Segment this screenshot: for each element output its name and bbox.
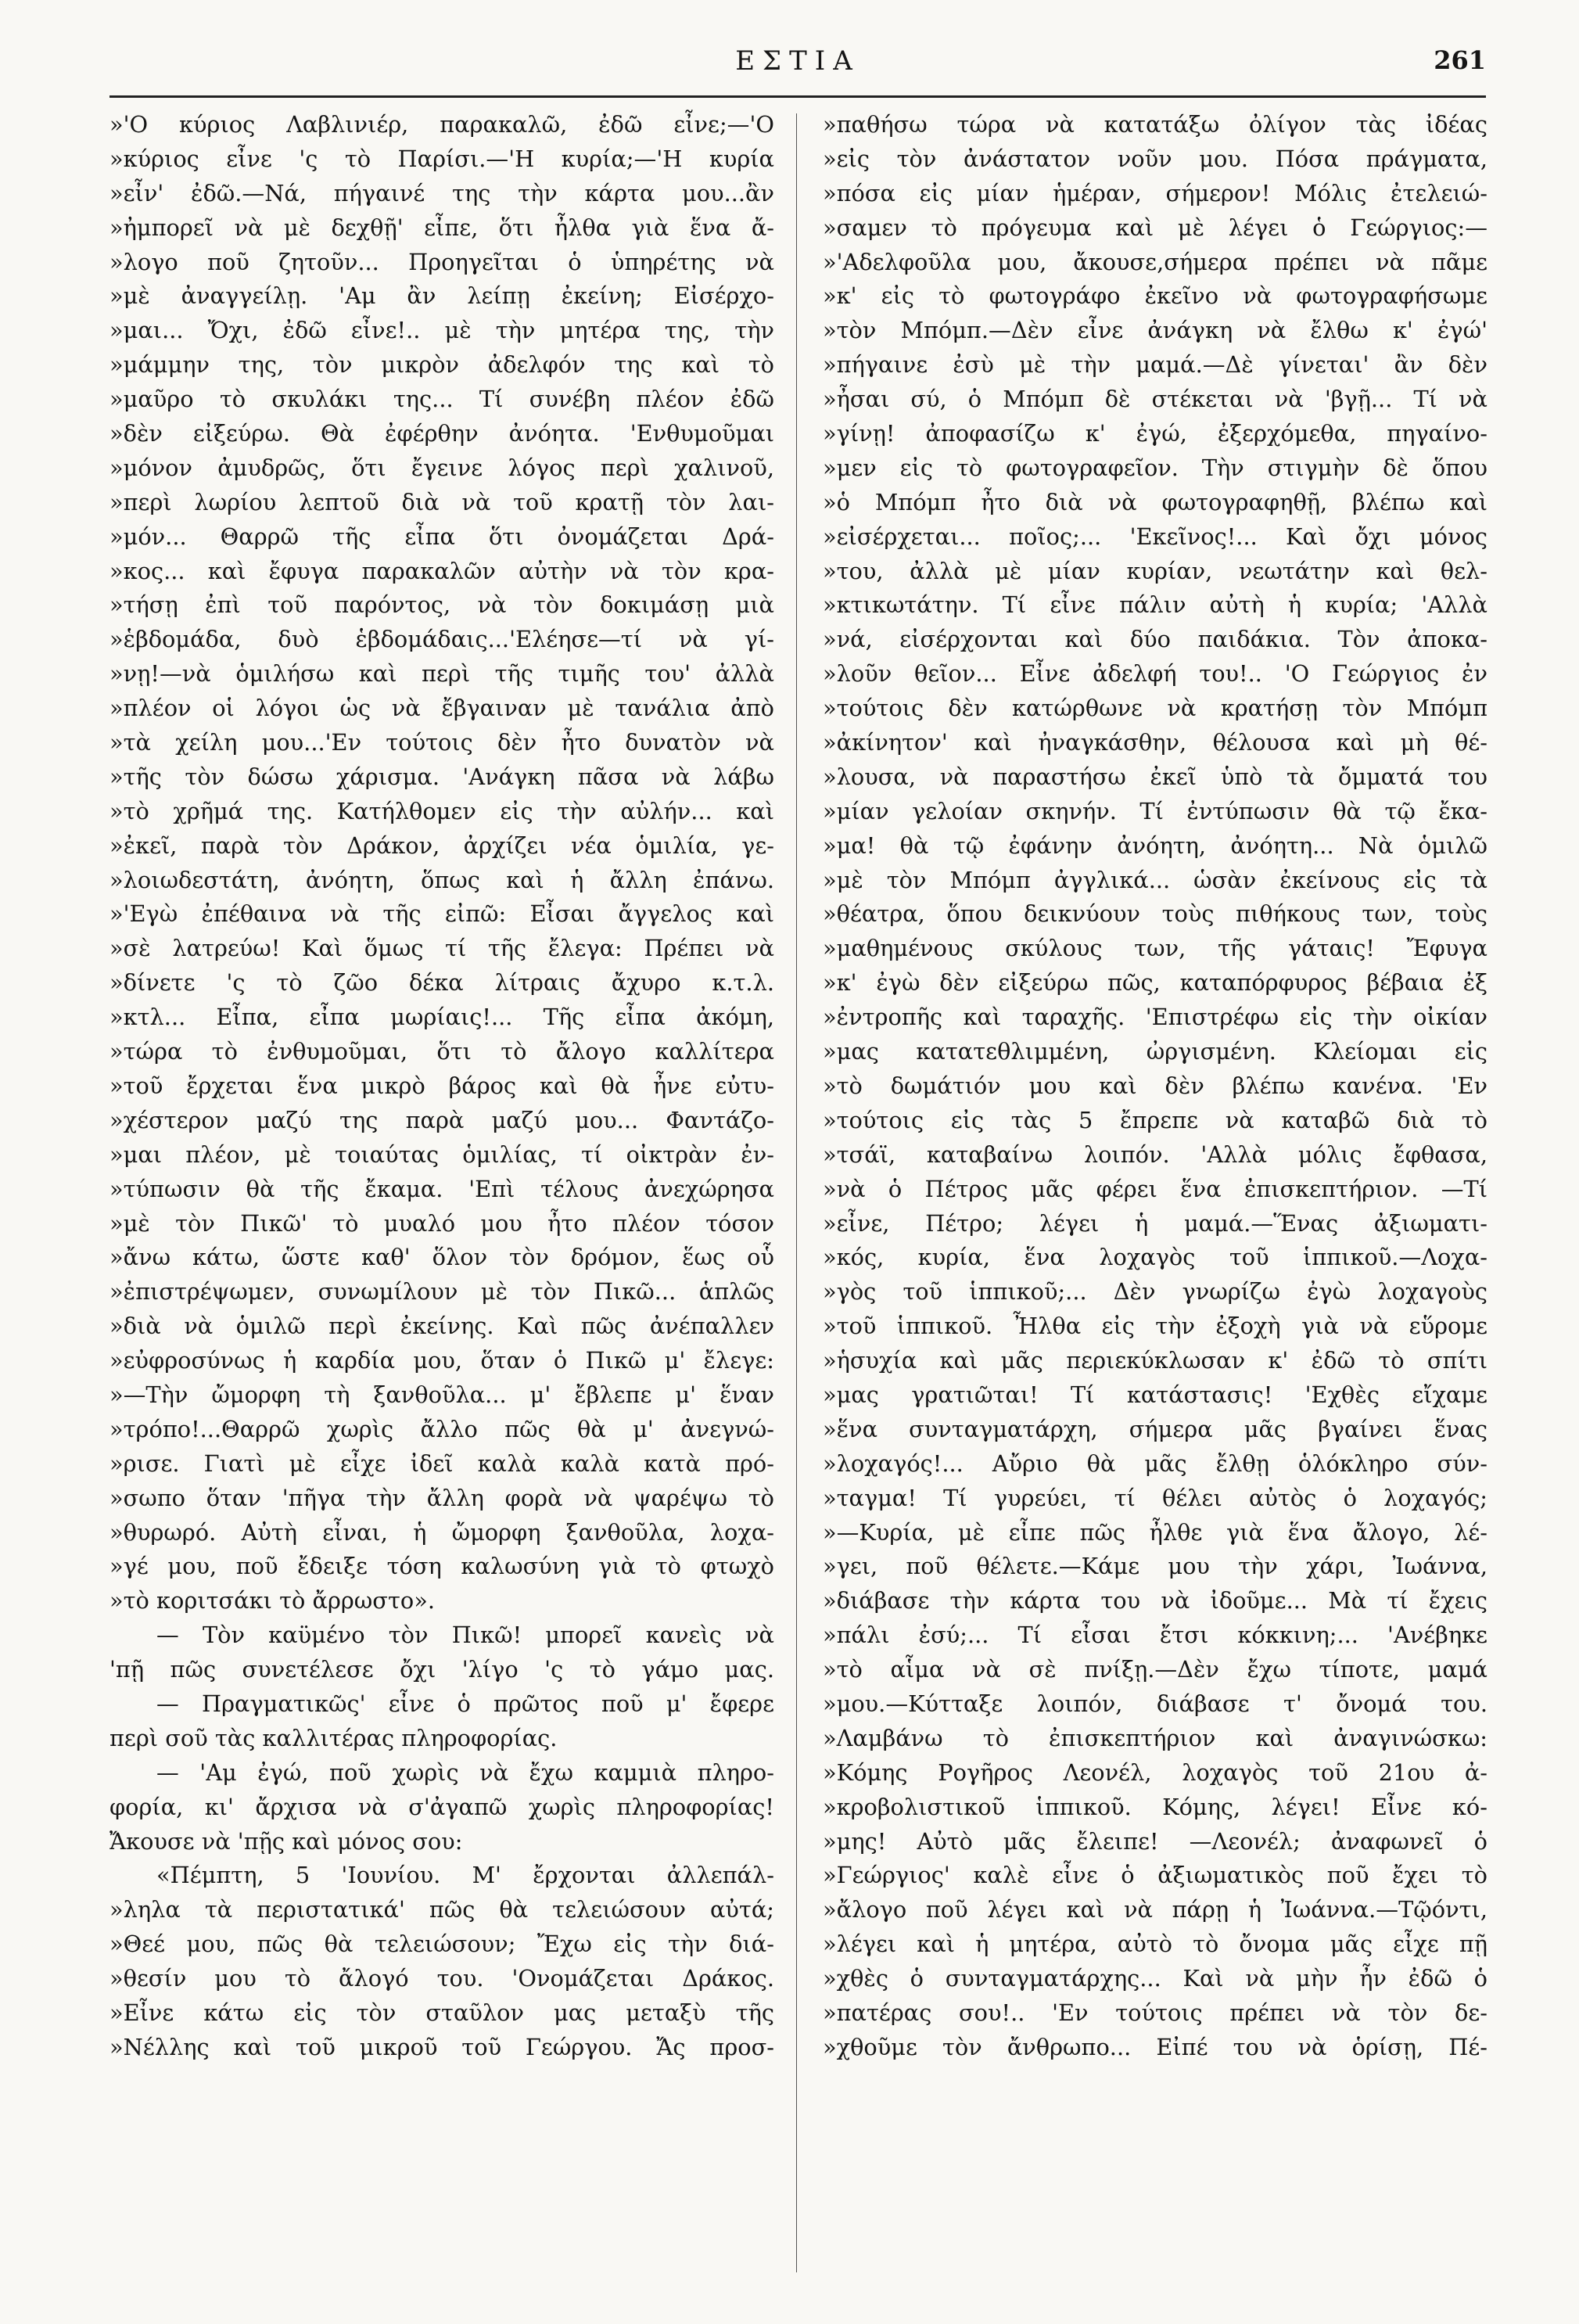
text-line: »γὸς τοῦ ἱππικοῦ;... Δὲν γνωρίζω ἐγὼ λοχαγοὺς — [823, 1278, 1487, 1306]
text-line: »ρισε. Γιατὶ μὲ εἶχε ἰδεῖ καλὰ καλὰ κατὰ πρό- — [109, 1449, 774, 1477]
text-line: »του, ἀλλὰ μὲ μίαν κυρίαν, νεωτάτην καὶ θελ- — [823, 557, 1487, 584]
text-line: »μας γρατιῶται! Τί κατάστασις! 'Εχθὲς εἴχαμε — [823, 1381, 1487, 1408]
text-line: »τρόπο!...Θαρρῶ χωρὶς ἄλλο πῶς θὰ μ' ἀνεγνώ- — [109, 1415, 774, 1442]
text-line: φορία, κι' ἄρχισα νὰ σ'ἀγαπῶ χωρὶς πληροφορίας! — [109, 1793, 774, 1820]
text-line: »γει, ποῦ θέλετε.—Κάμε μου τὴν χάρι, Ἰωάννα, — [823, 1553, 1487, 1580]
text-line: »θεσίν μου τὸ ἄλογό του. 'Ονομάζεται Δράκος. — [109, 1965, 774, 1992]
text-line: »εἶν' ἐδῶ.—Νά, πήγαινέ της τὴν κάρτα μου...ἂν — [109, 179, 774, 207]
text-line: περὶ σοῦ τὰς καλλιτέρας πληροφορίας. — [109, 1724, 558, 1751]
text-line: »ἄλογο ποῦ λέγει καὶ νὰ πάρῃ ἡ Ἰωάννα.—Τῷόντι, — [823, 1896, 1487, 1923]
text-line: »μαι... Ὄχι, ἐδῶ εἶνε!.. μὲ τὴν μητέρα της, τὴν — [109, 317, 774, 344]
text-line: »κροβολιστικοῦ ἱππικοῦ. Κόμης, λέγει! Εἶνε κό- — [823, 1793, 1487, 1820]
text-line: »μου.—Κύτταξε λοιπόν, διάβασε τ' ὄνομά του. — [823, 1690, 1487, 1717]
text-line: »—Τὴν ὤμορφη τὴ ξανθοῦλα... μ' ἔβλεπε μ' ἕναν — [109, 1381, 774, 1408]
text-line: »τώρα τὸ ἐνθυμοῦμαι, ὅτι τὸ ἄλογο καλλίτερα — [109, 1038, 774, 1065]
text-line: »κύριος εἶνε 'ς τὸ Παρίσι.—'Η κυρία;—'Η κυρία — [109, 145, 774, 172]
text-line: »τούτοις εἰς τὰς 5 ἔπρεπε νὰ καταβῶ διὰ τὸ — [823, 1106, 1487, 1133]
left-text-column — [109, 108, 774, 2065]
text-line: »γέ μου, ποῦ ἔδειξε τόση καλωσύνη γιὰ τὸ φτωχὸ — [109, 1553, 774, 1580]
text-line: »'Αδελφοῦλα μου, ἄκουσε,σήμερα πρέπει νὰ πᾶμε — [823, 248, 1487, 275]
text-line: »κ' εἰς τὸ φωτογράφο ἐκεῖνο νὰ φωτογραφήσωμε — [823, 282, 1487, 310]
text-line: »Γεώργιος' καλὲ εἶνε ὁ ἀξιωματικὸς ποῦ ἔχει τὸ — [823, 1862, 1487, 1889]
text-line: »κτλ... Εἶπα, εἶπα μωρίαις!... Τῆς εἶπα ἀκόμη, — [109, 1004, 774, 1031]
text-line: »πάλι ἐσύ;... Τί εἶσαι ἔτσι κόκκινη;... 'Ανέβηκε — [823, 1622, 1487, 1649]
text-line: »ἐπιστρέψωμεν, συνωμίλουν μὲ τὸν Πικῶ... ἁπλῶς — [109, 1278, 774, 1306]
text-line: »σαμεν τὸ πρόγευμα καὶ μὲ λέγει ὁ Γεώργιος:— — [823, 214, 1487, 241]
text-line: »ἐκεῖ, παρὰ τὸν Δράκον, ἀρχίζει νέα ὁμιλία, γε- — [109, 832, 774, 859]
text-line: Ἄκουσε νὰ 'πῇς καὶ μόνος σου: — [109, 1827, 463, 1855]
text-line: »εἰσέρχεται... ποῖος;... 'Εκεῖνος!... Καὶ ὄχι μόνος — [823, 523, 1487, 550]
text-line: »τὸ αἷμα νὰ σὲ πνίξῃ.—Δὲν ἔχω τίποτε, μαμά — [823, 1656, 1487, 1683]
text-line: »Θεέ μου, πῶς θὰ τελειώσουν; Ἔχω εἰς τὴν διά- — [109, 1931, 774, 1958]
text-line: »μαθημένους σκύλους των, τῆς γάταις! Ἔφυγα — [823, 935, 1487, 962]
text-line: »σωπο ὅταν 'πῆγα τὴν ἄλλη φορὰ νὰ ψαρέψω τὸ — [109, 1484, 774, 1511]
text-line: »'Εγὼ ἐπέθαινα νὰ τῆς εἰπῶ: Εἶσαι ἄγγελος καὶ — [109, 900, 774, 928]
text-line: »πόσα εἰς μίαν ἡμέραν, σήμερον! Μόλις ἐτελειώ- — [823, 179, 1487, 207]
text-line: »θυρωρό. Αὐτὴ εἶναι, ἡ ὤμορφη ξανθοῦλα, λοχα- — [109, 1518, 774, 1546]
text-line: »τοῦ ἱππικοῦ. Ἦλθα εἰς τὴν ἐξοχὴ γιὰ νὰ εὕρομε — [823, 1313, 1487, 1340]
text-line: »μεν εἰς τὸ φωτογραφεῖον. Τὴν στιγμὴν δὲ ὅπου — [823, 454, 1487, 481]
text-line: »κός, κυρία, ἕνα λοχαγὸς τοῦ ἱππικοῦ.—Λοχα- — [823, 1244, 1487, 1271]
text-line: »—Κυρία, μὲ εἶπε πῶς ἦλθε γιὰ ἕνα ἄλογο, λέ- — [823, 1518, 1487, 1546]
text-line: »λοῦν θεῖον... Εἶνε ἀδελφή του!.. 'Ο Γεώργιος ἐν — [823, 660, 1487, 688]
text-line: »κος... καὶ ἔφυγα παρακαλῶν αὐτὴν νὰ τὸν κρα- — [109, 557, 774, 584]
text-line: »νά, εἰσέρχονται καὶ δύο παιδάκια. Τὸν ἀποκα- — [823, 626, 1487, 653]
column-divider — [796, 113, 797, 2272]
text-line: »ἑβδομάδα, δυὸ ἑβδομάδαις...'Ελέησε—τί νὰ γί- — [109, 626, 774, 653]
text-line: »μαῦρο τὸ σκυλάκι της... Τί συνέβη πλέον ἐδῶ — [109, 386, 774, 413]
text-line: »ὁ Μπόμπ ἦτο διὰ νὰ φωτογραφηθῇ, βλέπω καὶ — [823, 488, 1487, 515]
right-text-column — [823, 108, 1487, 2065]
text-line: »λογο ποῦ ζητοῦν... Προηγεῖται ὁ ὑπηρέτης νὰ — [109, 248, 774, 275]
text-line: »διάβασε τὴν κάρτα του νὰ ἰδοῦμε... Μὰ τί ἔχεις — [823, 1587, 1487, 1615]
text-line: »κ' ἐγὼ δὲν εἰξεύρω πῶς, καταπόρφυρος βέβαια ἐξ — [823, 969, 1487, 997]
text-line: »Εἶνε κάτω εἰς τὸν σταῦλον μας μεταξὺ τῆς — [109, 1999, 774, 2026]
text-line: »ληλα τὰ περιστατικά' πῶς θὰ τελειώσουν αὐτά; — [109, 1896, 774, 1923]
text-line: »λέγει καὶ ἡ μητέρα, αὐτὸ τὸ ὄνομα μᾶς εἶχε πῇ — [823, 1931, 1487, 1958]
text-line: »ἦσαι σύ, ὁ Μπόμπ δὲ στέκεται νὰ 'βγῇ... Τί νὰ — [823, 386, 1487, 413]
text-line: »ἕνα συνταγματάρχη, σήμερα μᾶς βγαίνει ἕνας — [823, 1415, 1487, 1442]
text-line: »περὶ λωρίου λεπτοῦ διὰ νὰ τοῦ κρατῇ τὸν λαι- — [109, 488, 774, 515]
text-line: »χθὲς ὁ συνταγματάρχης... Καὶ νὰ μὴν ἦν ἐδῶ ὁ — [823, 1965, 1487, 1992]
text-line: »λουσα, νὰ παραστήσω ἐκεῖ ὑπὸ τὰ ὄμματά του — [823, 763, 1487, 790]
text-line: »τήσῃ ἐπὶ τοῦ παρόντος, νὰ τὸν δοκιμάσῃ μιὰ — [109, 591, 774, 619]
running-head — [109, 45, 1486, 92]
text-line: »νὰ ὁ Πέτρος μᾶς φέρει ἕνα ἐπισκεπτήριον. —Τί — [823, 1175, 1487, 1202]
text-line: »μαι πλέον, μὲ τοιαύτας ὁμιλίας, τί οἰκτρὰν ἐν- — [109, 1140, 774, 1168]
text-line: »τούτοις δὲν κατώρθωνε νὰ κρατήσῃ τὸν Μπόμπ — [823, 695, 1487, 722]
text-line: »νῃ!—νὰ ὁμιλήσω καὶ περὶ τῆς τιμῆς του' ἀλλὰ — [109, 660, 774, 688]
text-line: »Νέλλης καὶ τοῦ μικροῦ τοῦ Γεώργου. Ἄς προσ- — [109, 2033, 774, 2060]
text-line: »πλέον οἱ λόγοι ὡς νὰ ἔβγαιναν μὲ τανάλια ἀπὸ — [109, 695, 774, 722]
text-line: »διὰ νὰ ὁμιλῶ περὶ ἐκείνης. Καὶ πῶς ἀνέπαλλεν — [109, 1313, 774, 1340]
text-line: »τύπωσιν θὰ τῆς ἔκαμα. 'Επὶ τέλους ἀνεχώρησα — [109, 1175, 774, 1202]
text-line: »εἰς τὸν ἀνάστατον νοῦν μου. Πόσα πράγματα, — [823, 145, 1487, 172]
text-line: »εἶνε, Πέτρο; λέγει ἡ μαμά.—Ἕνας ἀξιωματι- — [823, 1209, 1487, 1237]
text-line: »μὲ ἀναγγείλῃ. 'Αμ ἂν λείπῃ ἐκείνη; Εἰσέρχο- — [109, 282, 774, 310]
text-line: — Τὸν καϋμένο τὸν Πικῶ! μπορεῖ κανεὶς νὰ — [156, 1622, 774, 1649]
text-line: »μόν... Θαρρῶ τῆς εἶπα ὅτι ὀνομάζεται Δρά- — [109, 523, 774, 550]
text-line: »μας κατατεθλιμμένη, ὠργισμένη. Κλείομαι εἰς — [823, 1038, 1487, 1065]
text-line: »γίνῃ! ἀποφασίζω κ' ἐγώ, ἐξερχόμεθα, πηγαίνο- — [823, 420, 1487, 447]
text-line: »χθοῦμε τὸν ἄνθρωπο... Εἰπέ του νὰ ὁρίσῃ, Πέ- — [823, 2033, 1487, 2060]
text-line: »ἐντροπῆς καὶ ταραχῆς. 'Επιστρέφω εἰς τὴν οἰκίαν — [823, 1004, 1487, 1031]
text-line: «Πέμπτη, 5 'Ιουνίου. Μ' ἔρχονται ἀλλεπάλ- — [156, 1862, 774, 1889]
text-line: »δίνετε 'ς τὸ ζῶο δέκα λίτραις ἄχυρο κ.τ.λ. — [109, 969, 774, 997]
text-line: »ἀκίνητον' καὶ ἠναγκάσθην, θέλουσα καὶ μὴ θέ- — [823, 729, 1487, 756]
text-line: »'Ο κύριος Λαβλινιέρ, παρακαλῶ, ἐδῶ εἶνε;—'Ο — [109, 111, 774, 138]
text-line: — Πραγματικῶς' εἶνε ὁ πρῶτος ποῦ μ' ἔφερε — [156, 1690, 774, 1717]
text-line: »μάμμην της, τὸν μικρὸν ἀδελφόν της καὶ τὸ — [109, 351, 774, 379]
page-number: 261 — [1434, 45, 1486, 75]
text-line: »ἠμπορεῖ νὰ μὲ δεχθῇ' εἶπε, ὅτι ἦλθα γιὰ ἕνα ἄ- — [109, 214, 774, 241]
text-line: »παθήσω τώρα νὰ κατατάξω ὀλίγον τὰς ἰδέας — [823, 111, 1487, 138]
text-line: »πατέρας σου!.. 'Εν τούτοις πρέπει νὰ τὸν δε- — [823, 1999, 1487, 2026]
text-line: »Λαμβάνω τὸ ἐπισκεπτήριον καὶ ἀναγινώσκω: — [823, 1724, 1487, 1751]
text-line: »τὰ χείλη μου...'Εν τούτοις δὲν ἦτο δυνατὸν νὰ — [109, 729, 774, 756]
text-line: »Κόμης Ρογῆρος Λεονέλ, λοχαγὸς τοῦ 21ου ἀ- — [823, 1758, 1487, 1786]
text-line: »μα! θὰ τῷ ἐφάνην ἀνόητη, ἀνόητη... Νὰ ὁμιλῶ — [823, 832, 1487, 859]
text-line: »μίαν γελοίαν σκηνήν. Τί ἐντύπωσιν θὰ τῷ ἔκα- — [823, 797, 1487, 824]
text-line: »μὲ τὸν Μπόμπ ἀγγλικά... ὡσὰν ἐκείνους εἰς τὰ — [823, 866, 1487, 893]
text-line: 'πῇ πῶς συνετέλεσε ὄχι 'λίγο 'ς τὸ γάμο μας. — [109, 1656, 774, 1683]
text-line: »τὸ δωμάτιόν μου καὶ δὲν βλέπω κανένα. 'Εν — [823, 1072, 1487, 1099]
text-line: »λοιωδεστάτη, ἀνόητη, ὅπως καὶ ἡ ἄλλη ἐπάνω. — [109, 866, 774, 893]
text-line: »εὐφροσύνως ἡ καρδία μου, ὅταν ὁ Πικῶ μ' ἔλεγε: — [109, 1347, 774, 1374]
text-line: »μὲ τὸν Πικῶ' τὸ μυαλό μου ἦτο πλέον τόσον — [109, 1209, 774, 1237]
header-rule — [109, 95, 1486, 98]
text-line: »τὸ χρῆμά της. Κατήλθομεν εἰς τὴν αὐλήν... καὶ — [109, 797, 774, 824]
text-line: — 'Αμ ἐγώ, ποῦ χωρὶς νὰ ἔχω καμμιὰ πληρο- — [156, 1758, 774, 1786]
text-line: »μόνον ἀμυδρῶς, ὅτι ἔγεινε λόγος περὶ χαλινοῦ, — [109, 454, 774, 481]
text-line: »ταγμα! Τί γυρεύει, τί θέλει αὐτὸς ὁ λοχαγός; — [823, 1484, 1487, 1511]
text-line: »ἄνω κάτω, ὥστε καθ' ὅλον τὸν δρόμον, ἕως οὗ — [109, 1244, 774, 1271]
text-line: »λοχαγός!... Αὔριο θὰ μᾶς ἔλθῃ ὁλόκληρο σύν- — [823, 1449, 1487, 1477]
text-line: »τὸν Μπόμπ.—Δὲν εἶνε ἀνάγκη νὰ ἔλθω κ' ἐγώ' — [823, 317, 1487, 344]
text-line: »τοῦ ἔρχεται ἕνα μικρὸ βάρος καὶ θὰ ἦνε εὐτυ- — [109, 1072, 774, 1099]
text-line: »τῆς τὸν δώσω χάρισμα. 'Ανάγκη πᾶσα νὰ λάβω — [109, 763, 774, 790]
text-line: »πήγαινε ἐσὺ μὲ τὴν μαμά.—Δὲ γίνεται' ἂν δὲν — [823, 351, 1487, 379]
text-line: »χέστερον μαζύ της παρὰ μαζύ μου... Φαντάζο- — [109, 1106, 774, 1133]
text-line: »σὲ λατρεύω! Καὶ ὅμως τί τῆς ἔλεγα: Πρέπει νὰ — [109, 935, 774, 962]
text-line: »ἡσυχία καὶ μᾶς περιεκύκλωσαν κ' ἐδῶ τὸ σπίτι — [823, 1347, 1487, 1374]
text-line: »δὲν εἰξεύρω. Θὰ ἐφέρθην ἀνόητα. 'Ενθυμοῦμαι — [109, 420, 774, 447]
text-line: »τσάϊ, καταβαίνω λοιπόν. 'Αλλὰ μόλις ἔφθασα, — [823, 1140, 1487, 1168]
text-line: »τὸ κοριτσάκι τὸ ἄρρωστο». — [109, 1587, 435, 1615]
journal-title: ΕΣΤΙΑ — [735, 45, 860, 77]
text-line: »μης! Αὐτὸ μᾶς ἔλειπε! —Λεονέλ; ἀναφωνεῖ ὁ — [823, 1827, 1487, 1855]
text-line: »κτικωτάτην. Τί εἶνε πάλιν αὐτὴ ἡ κυρία; 'Αλλὰ — [823, 591, 1487, 619]
text-line: »θέατρα, ὅπου δεικνύουν τοὺς πιθήκους των, τοὺς — [823, 900, 1487, 928]
